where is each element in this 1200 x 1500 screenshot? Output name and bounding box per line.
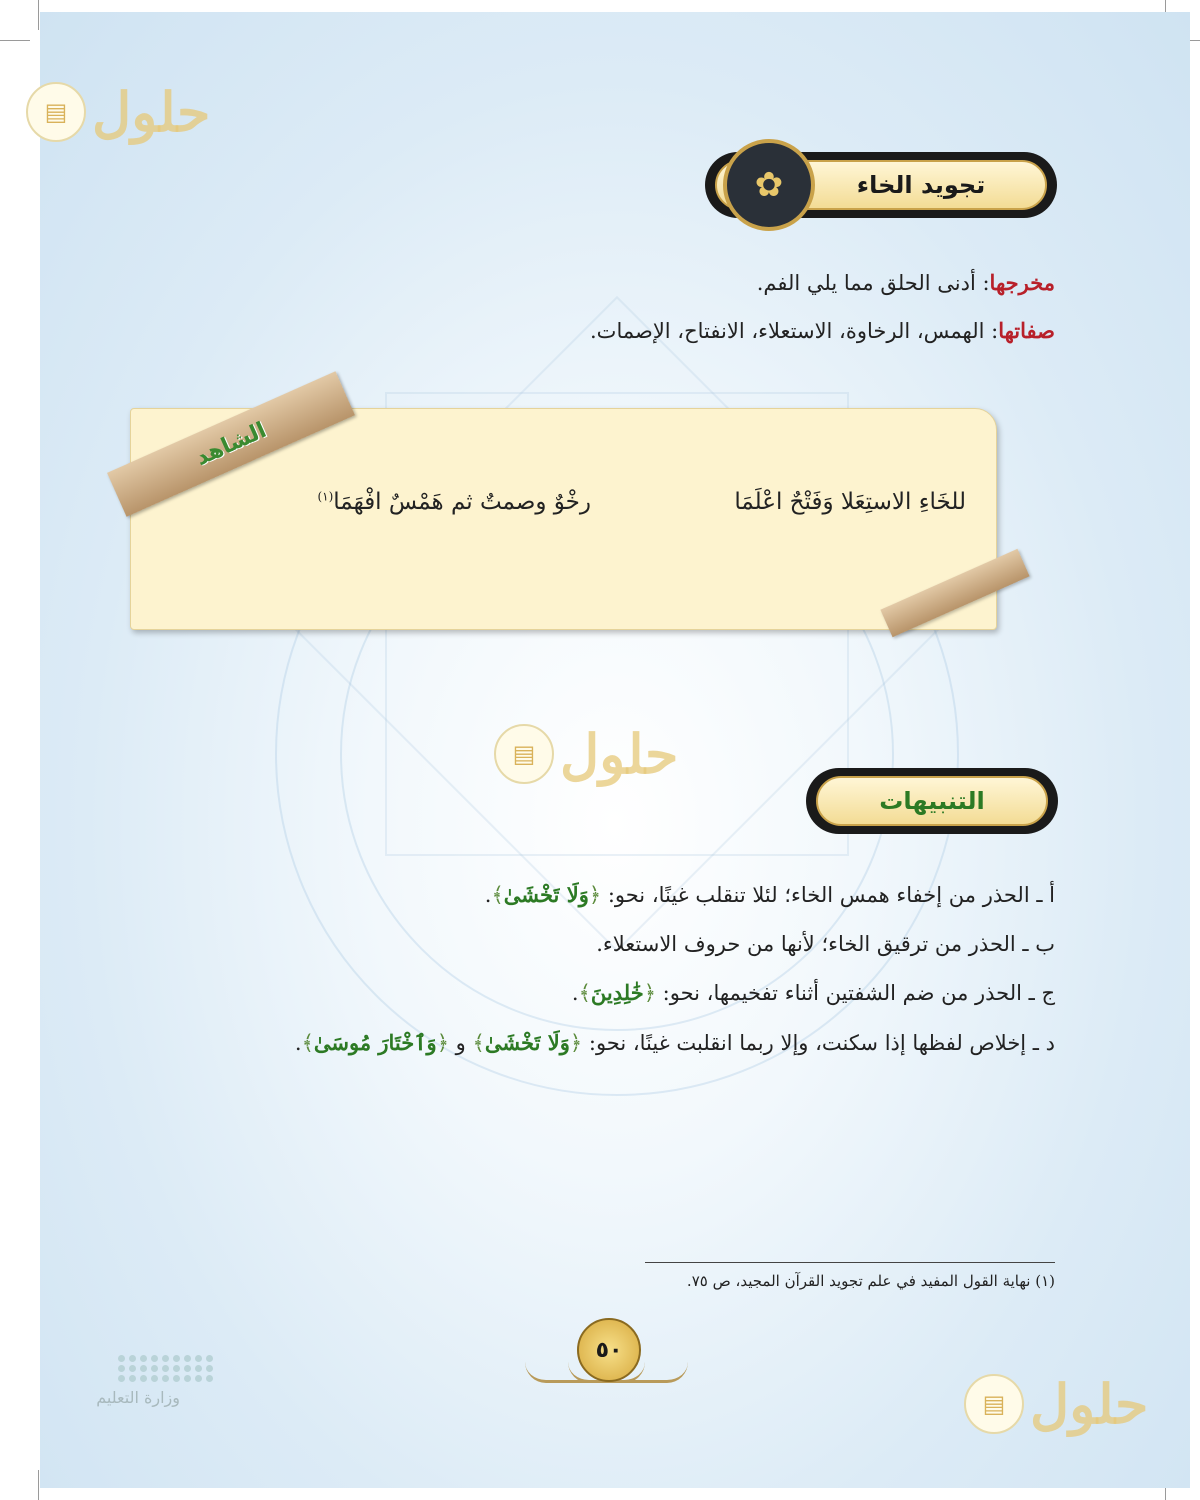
hemistich-right: للخَاءِ الاستِعَلا وَفَتْحٌ اعْلَمَا (734, 489, 966, 515)
note-d-quran2: وَٱخْتَارَ مُوسَىٰ (313, 1030, 437, 1055)
ministry-dots (118, 1355, 180, 1382)
note-c-quran: خَٰلِدِينَ (590, 980, 644, 1005)
note-d (295, 1030, 1055, 1055)
footnote-mark: (١) (317, 489, 334, 504)
watermark-text: حلول (1030, 1372, 1149, 1436)
section-banner (806, 768, 1058, 834)
book-icon: ▤ (964, 1374, 1024, 1434)
hemistich-left-text: رخْوٌ وصمتٌ ثم هَمْسٌ افْهَمَا (333, 489, 591, 515)
page-number: ٥٠ (577, 1318, 641, 1382)
ornate-bracket: ﴾ (472, 1031, 485, 1055)
note-d-quran1: وَلَا تَخْشَىٰ (484, 1030, 570, 1055)
crop-mark (0, 40, 30, 41)
sifat-text: : الهمس، الرخاوة، الاستعلاء، الانفتاح، الإصمات. (590, 319, 999, 343)
footnote: (١) نهاية القول المفيد في علم تجويد القرآن المجيد، ص ٧٥. (686, 1272, 1055, 1290)
crop-mark (38, 1470, 39, 1500)
note-c (572, 980, 1055, 1005)
ornate-bracket: ﴿ (588, 883, 602, 907)
ornate-bracket: ﴿ (643, 981, 656, 1005)
note-b (596, 932, 1055, 956)
footnote-rule (645, 1262, 1055, 1263)
sifat-label: صفاتها (998, 318, 1055, 343)
ornate-bracket: ﴿ (436, 1031, 449, 1055)
watermark-text: حلول (560, 722, 679, 786)
ornate-bracket: ﴾ (301, 1031, 314, 1055)
section-title: التنبيهات (879, 787, 985, 815)
watermark (494, 722, 678, 786)
note-c-text: ج ـ الحذر من ضم الشفتين أثناء تفخيمها، نحو: (656, 981, 1055, 1005)
makhraj-text: : أدنى الحلق مما يلي الفم. (756, 271, 990, 295)
note-d-and: و (449, 1031, 473, 1055)
note-d-end: . (294, 1031, 302, 1055)
section-title: تجويد الخاء (856, 171, 986, 199)
sifat-line (590, 318, 1055, 343)
hemistich-left (317, 489, 591, 515)
makhraj-label: مخرجها (989, 270, 1055, 295)
note-a-end: . (484, 883, 492, 907)
ribbon-label: الشاهد (191, 417, 271, 471)
book-icon: ▤ (494, 724, 554, 784)
note-c-end: . (571, 981, 579, 1005)
ministry-name: وزارة التعليم (96, 1388, 180, 1407)
note-b-text: ب ـ الحذر من ترقيق الخاء؛ لأنها من حروف الاستعلاء. (596, 932, 1055, 956)
crop-mark (38, 0, 39, 30)
note-d-text: د ـ إخلاص لفظها إذا سكنت، وإلا ربما انقلبت غينًا، نحو: (582, 1031, 1055, 1055)
watermark (26, 80, 210, 144)
watermark-text: حلول (92, 80, 211, 144)
note-a-text: أ ـ الحذر من إخفاء همس الخاء؛ لئلا تنقلب غينًا، نحو: (601, 883, 1055, 907)
note-a-quran: وَلَا تَخْشَىٰ (503, 882, 589, 907)
note-a (485, 882, 1055, 907)
flower-medallion-icon: ✿ (723, 139, 815, 231)
ornate-bracket: ﴿ (569, 1031, 583, 1055)
watermark (964, 1372, 1148, 1436)
book-icon: ▤ (26, 82, 86, 142)
ornate-bracket: ﴾ (491, 883, 504, 907)
ornate-bracket: ﴾ (578, 981, 591, 1005)
makhraj-line (757, 270, 1055, 295)
ministry-logo (60, 1355, 180, 1435)
